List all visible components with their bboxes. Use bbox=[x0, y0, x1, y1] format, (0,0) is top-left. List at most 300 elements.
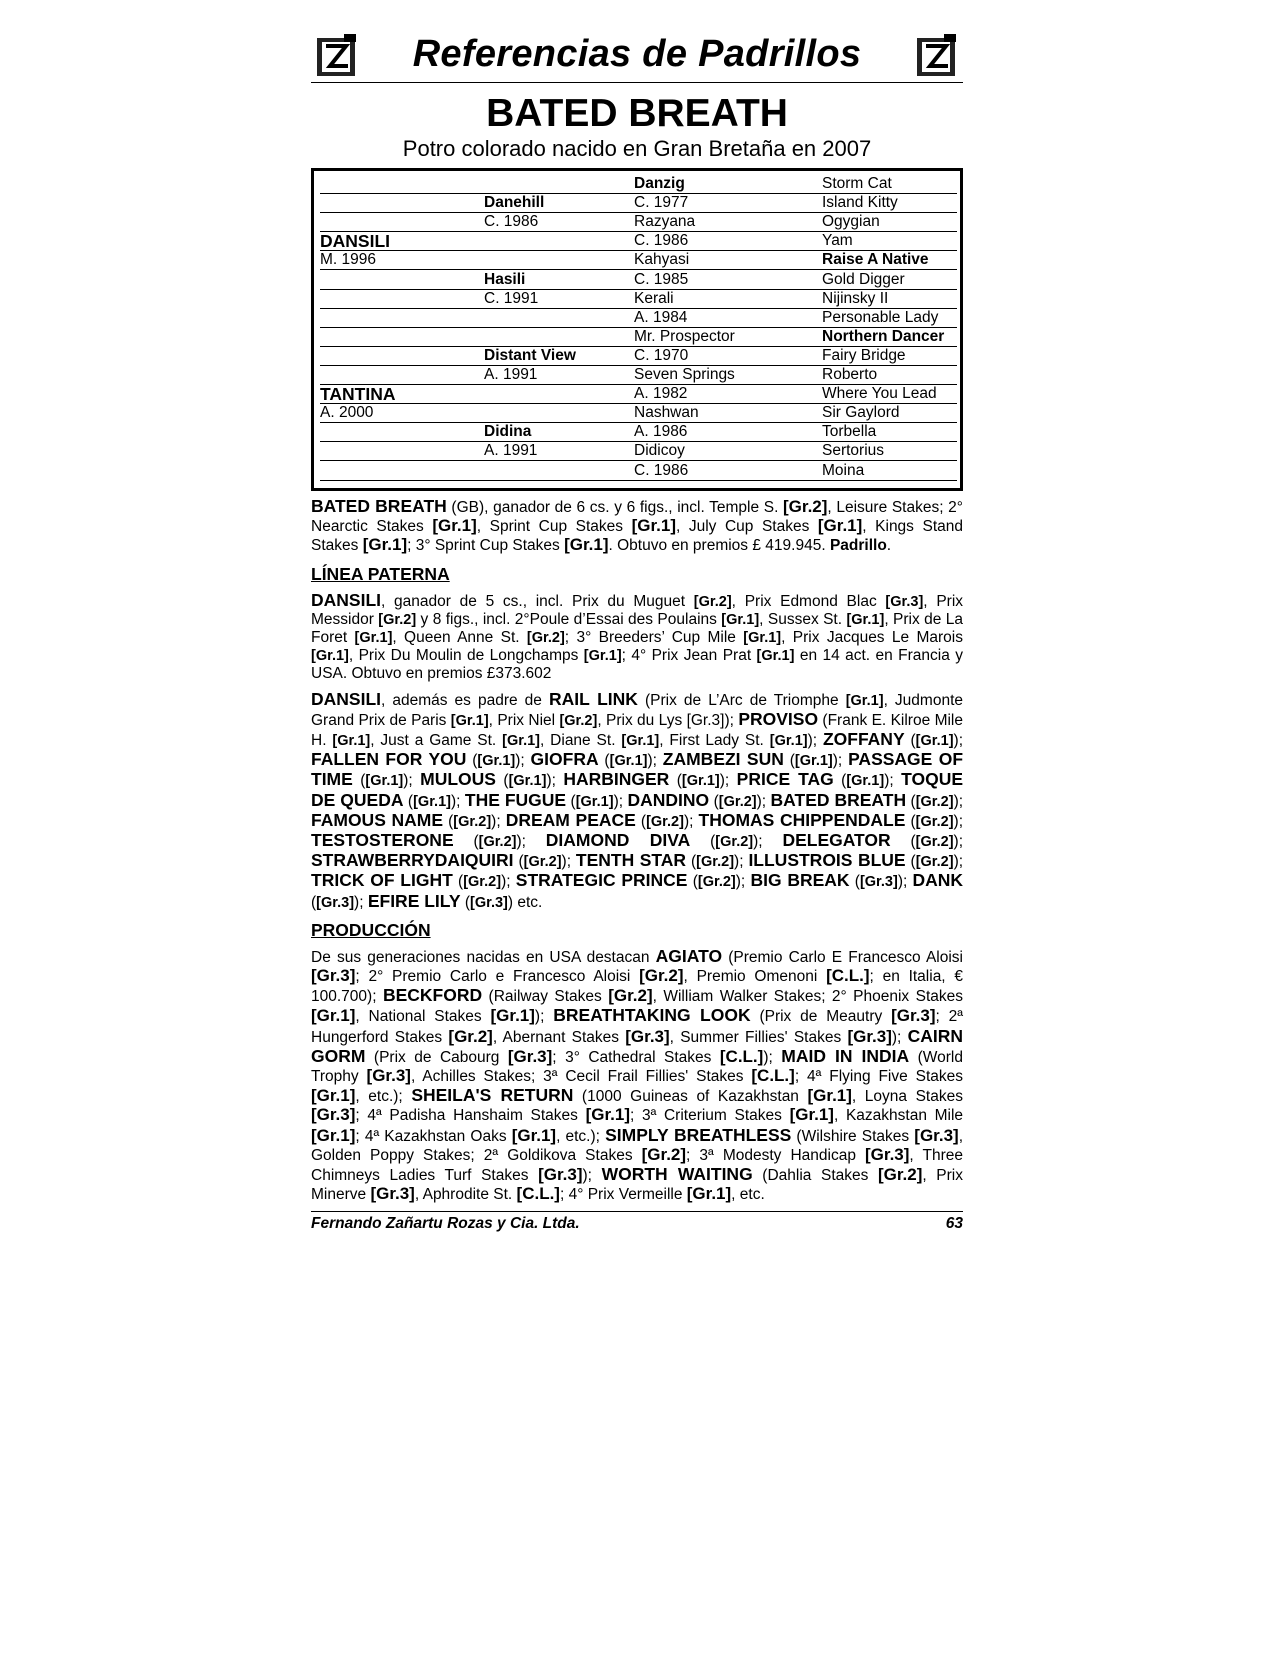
grade-label: [Gr.1] bbox=[769, 733, 808, 750]
text-run: ); bbox=[719, 772, 737, 790]
pedigree-cell: C. 1991 bbox=[484, 290, 634, 309]
grade-label: [Gr.2] bbox=[715, 834, 754, 851]
grade-label: [Gr.1] bbox=[743, 630, 782, 647]
text-run: , Kazakhstan Mile bbox=[833, 1107, 964, 1125]
text-run: , July Cup Stakes bbox=[675, 518, 818, 536]
pedigree-cell: Hasili bbox=[484, 271, 634, 290]
text-run: , además es padre de bbox=[381, 691, 549, 709]
pedigree-cell bbox=[484, 251, 634, 270]
grade-label: [Gr.2] bbox=[915, 813, 954, 830]
horse-name-ref: TRICK OF LIGHT bbox=[311, 870, 453, 891]
pedigree-cell bbox=[320, 423, 484, 442]
pedigree-table bbox=[311, 168, 963, 491]
text-run: ; 3° Sprint Cup Stakes bbox=[407, 537, 565, 555]
zr-logo-icon bbox=[914, 32, 960, 78]
text-run: (Frank E. Kilroe Mile H. bbox=[311, 711, 963, 750]
text-run: ( bbox=[352, 772, 366, 790]
text-run: (Dahlia Stakes bbox=[752, 1167, 878, 1185]
horse-name-ref: CAIRN GORM bbox=[311, 1025, 963, 1066]
grade-label: [Gr.1] bbox=[817, 516, 863, 536]
horse-name-ref: ILLUSTROIS BLUE bbox=[748, 850, 906, 871]
horse-name-ref: STRATEGIC PRINCE bbox=[515, 870, 688, 891]
horse-name: BATED BREATH bbox=[486, 92, 788, 135]
pedigree-cell: A. 1991 bbox=[484, 442, 634, 461]
pedigree-row bbox=[320, 232, 948, 251]
page-number: 63 bbox=[945, 1214, 963, 1232]
text-run: , Prix Du Moulin de Longchamps bbox=[348, 647, 584, 665]
horse-name-ref: TOQUE DE QUEDA bbox=[311, 769, 964, 810]
text-run: (GB), ganador de 6 cs. y 6 figs., incl. Temple S. bbox=[446, 499, 784, 516]
text-run: ); bbox=[515, 752, 531, 770]
text-run: , Sprint Cup Stakes bbox=[476, 518, 632, 536]
horse-name-ref: THOMAS CHIPPENDALE bbox=[698, 809, 906, 830]
text-run: , Prix de La Foret bbox=[311, 610, 963, 647]
text-run: ); bbox=[613, 792, 628, 810]
text-run: ( bbox=[513, 853, 524, 871]
text-run: ; 4ª Kazakhstan Oaks bbox=[355, 1127, 512, 1145]
pedigree-cell: M. 1996 bbox=[320, 251, 484, 270]
pedigree-cell: Fairy Bridge bbox=[822, 347, 957, 366]
text-run: , Prix Edmond Blac bbox=[731, 592, 886, 610]
pedigree-cell: Nashwan bbox=[634, 404, 822, 423]
text-run: ( bbox=[890, 833, 916, 851]
text-run: ); bbox=[546, 772, 564, 790]
grade-label: [Gr.2] bbox=[718, 793, 757, 810]
pedigree-cell: Northern Dancer bbox=[822, 328, 957, 347]
horse-name-ref: SIMPLY BREATHLESS bbox=[605, 1124, 792, 1145]
text-run: ( bbox=[833, 772, 847, 790]
text-run: (Prix de Cabourg bbox=[365, 1048, 508, 1066]
pedigree-cell: Razyana bbox=[634, 213, 822, 232]
horse-name-ref: BECKFORD bbox=[382, 985, 483, 1006]
pedigree-row bbox=[320, 213, 948, 232]
text-run: ( bbox=[598, 752, 610, 770]
pedigree-cell: Didina bbox=[484, 423, 634, 442]
text-run: ); bbox=[897, 873, 913, 891]
pedigree-row bbox=[320, 194, 948, 213]
grade-label: [Gr.3] bbox=[885, 593, 924, 610]
pedigree-cell: A. 2000 bbox=[320, 404, 484, 423]
grade-label: [Gr.2] bbox=[915, 793, 954, 810]
text-run: ( bbox=[452, 873, 464, 891]
pedigree-cell bbox=[320, 462, 484, 481]
pedigree-cell: Personable Lady bbox=[822, 309, 957, 328]
text-run: ); bbox=[953, 853, 964, 871]
text-run: ( bbox=[905, 853, 916, 871]
grade-label: [Gr.2] bbox=[639, 966, 684, 986]
horse-name-ref: DELEGATOR bbox=[782, 830, 891, 851]
grade-label: [Gr.1] bbox=[508, 773, 547, 790]
text-run: ( bbox=[783, 752, 795, 770]
text-run: , Prix Minerve bbox=[311, 1167, 963, 1204]
horse-name-ref: AGIATO bbox=[655, 945, 723, 966]
pedigree-cell: C. 1970 bbox=[634, 347, 822, 366]
pedigree-row bbox=[320, 423, 948, 442]
text-run: , Abernant Stakes bbox=[492, 1028, 626, 1046]
text-run: ); bbox=[647, 752, 663, 770]
pedigree-cell: Island Kitty bbox=[822, 194, 957, 213]
pedigree-cell: A. 1991 bbox=[484, 366, 634, 385]
pedigree-row bbox=[320, 251, 948, 270]
page bbox=[311, 30, 963, 1233]
pedigree-cell: A. 1984 bbox=[634, 309, 822, 328]
grade-label: [Gr.1] bbox=[362, 535, 408, 555]
grade-label: [C.L.] bbox=[516, 1184, 560, 1204]
horse-name-ref: PASSAGE OF TIME bbox=[311, 749, 964, 790]
text-run: ( bbox=[460, 893, 471, 911]
grade-label: [Gr.1] bbox=[413, 793, 451, 810]
text-run: ; 3° Cathedral Stakes bbox=[552, 1048, 720, 1066]
pedigree-row bbox=[320, 328, 948, 347]
text-run: ); bbox=[734, 853, 749, 871]
pedigree-cell: A. 1986 bbox=[634, 423, 822, 442]
text-run: ; 2° Premio Carlo e Francesco Aloisi bbox=[355, 968, 640, 986]
text-run: , Loyna Stakes bbox=[851, 1088, 963, 1106]
grade-label: [Gr.1] bbox=[490, 1006, 535, 1026]
text-run: ); bbox=[354, 893, 368, 911]
horse-name-ref: PRICE TAG bbox=[736, 769, 834, 790]
text-run: (Railway Stakes bbox=[482, 988, 609, 1006]
pedigree-row bbox=[320, 385, 948, 404]
horse-name-ref: TENTH STAR bbox=[575, 850, 687, 871]
text-run: , Diane St. bbox=[540, 732, 622, 750]
text-run: , Prix Messidor bbox=[311, 592, 964, 628]
bold-text: Padrillo bbox=[829, 537, 887, 555]
text-run: , Leisure Stakes; 2° Nearctic Stakes bbox=[311, 499, 963, 536]
pedigree-cell bbox=[484, 328, 634, 347]
grade-label: [Gr.1] bbox=[365, 773, 404, 790]
pedigree-row bbox=[320, 309, 948, 328]
text-run: (Prix de L’Arc de Triomphe bbox=[637, 691, 846, 709]
horse-name-ref: GIOFRA bbox=[530, 749, 599, 770]
text-run: ); bbox=[953, 833, 964, 851]
pedigree-cell: Moina bbox=[822, 462, 957, 481]
grade-label: [Gr.1] bbox=[721, 611, 760, 628]
text-run: ); bbox=[953, 812, 964, 830]
grade-label: [Gr.1] bbox=[686, 1184, 732, 1204]
horse-name-ref: DANSILI bbox=[311, 688, 381, 709]
grade-label: [Gr.3] bbox=[859, 874, 898, 891]
grade-label: [Gr.2] bbox=[453, 813, 492, 830]
grade-label: [C.L.] bbox=[719, 1046, 764, 1066]
pedigree-cell bbox=[320, 290, 484, 309]
grade-label: [Gr.2] bbox=[646, 813, 684, 830]
text-run: ); bbox=[756, 792, 771, 810]
text-run: , etc.); bbox=[355, 1088, 412, 1106]
text-run: ( bbox=[669, 772, 682, 790]
grade-label: [Gr.3] bbox=[311, 1105, 356, 1125]
text-run: . bbox=[886, 537, 892, 555]
grade-label: [Gr.3] bbox=[865, 1144, 910, 1164]
pedigree-cell: Didicoy bbox=[634, 442, 822, 461]
horse-name-ref: SHEILA'S RETURN bbox=[411, 1085, 574, 1106]
text-run: , Just a Game St. bbox=[370, 732, 503, 750]
text-run: ( bbox=[905, 812, 916, 830]
horse-name-ref: BATED BREATH bbox=[770, 789, 907, 810]
grade-label: [C.L.] bbox=[751, 1066, 795, 1086]
pedigree-cell: C. 1977 bbox=[634, 194, 822, 213]
pedigree-cell: Storm Cat bbox=[822, 175, 957, 194]
text-run: ); bbox=[491, 812, 506, 830]
sire-progeny bbox=[311, 690, 963, 912]
text-run: ; 3ª Modesty Handicap bbox=[686, 1146, 866, 1164]
pedigree-cell bbox=[320, 366, 484, 385]
pedigree-cell bbox=[484, 462, 634, 481]
grade-label: [Gr.1] bbox=[794, 753, 833, 770]
text-run: ( bbox=[709, 792, 719, 810]
text-run: ); bbox=[884, 772, 902, 790]
grade-label: [Gr.1] bbox=[311, 648, 349, 665]
text-run: , Prix Jacques Le Marois bbox=[781, 629, 963, 647]
grade-label: [Gr.1] bbox=[311, 1006, 356, 1026]
text-run: ( bbox=[403, 792, 414, 810]
text-run: , Summer Fillies' Stakes bbox=[669, 1028, 848, 1046]
horse-name-ref: FALLEN FOR YOU bbox=[311, 749, 467, 770]
grade-label: [Gr.1] bbox=[450, 712, 489, 729]
grade-label: [Gr.1] bbox=[807, 1086, 852, 1106]
grade-label: [Gr.2] bbox=[697, 874, 736, 891]
pedigree-row bbox=[320, 271, 948, 290]
text-run: (Prix de Meautry bbox=[750, 1008, 892, 1026]
grade-label: [Gr.1] bbox=[915, 733, 954, 750]
grade-label: [Gr.2] bbox=[378, 611, 417, 628]
grade-label: [Gr.3] bbox=[507, 1046, 553, 1066]
grade-label: [Gr.1] bbox=[681, 773, 720, 790]
grade-label: [Gr.3] bbox=[316, 894, 355, 911]
text-run: ( bbox=[453, 833, 479, 851]
text-run: ( bbox=[635, 812, 647, 830]
text-run: ); bbox=[953, 732, 964, 750]
text-run: , National Stakes bbox=[355, 1008, 491, 1026]
horse-name-ref: MULOUS bbox=[420, 769, 496, 790]
text-run: , Queen Anne St. bbox=[392, 629, 527, 647]
text-run: ( bbox=[904, 732, 916, 750]
text-run: , First Lady St. bbox=[659, 732, 770, 750]
grade-label: [Gr.3] bbox=[370, 1184, 415, 1204]
text-run: ); bbox=[683, 812, 699, 830]
grade-label: [Gr.3] bbox=[470, 894, 508, 911]
horse-name-ref: RAIL LINK bbox=[548, 688, 638, 709]
grade-label: [Gr.1] bbox=[846, 611, 885, 628]
text-run: ( bbox=[849, 873, 860, 891]
text-run: ); bbox=[953, 792, 964, 810]
pedigree-cell: Nijinsky II bbox=[822, 290, 957, 309]
text-run: , Aphrodite St. bbox=[414, 1186, 517, 1204]
text-run: , etc. bbox=[731, 1186, 765, 1204]
text-run: ); bbox=[891, 1028, 908, 1046]
text-run: ( bbox=[311, 893, 317, 911]
pedigree-cell bbox=[320, 175, 484, 194]
grade-label: [Gr.1] bbox=[789, 1105, 834, 1125]
horse-name-ref: ZOFFANY bbox=[822, 729, 905, 750]
grade-label: [Gr.2] bbox=[783, 497, 828, 516]
horse-name-ref: DANK bbox=[912, 870, 964, 891]
text-run: . Obtuvo en premios £ 419.945. bbox=[608, 537, 830, 555]
footer-company: Fernando Zañartu Rozas y Cia. Ltda. bbox=[311, 1214, 580, 1232]
text-run: , etc.); bbox=[556, 1127, 606, 1145]
text-run: ; 4ª Flying Five Stakes bbox=[794, 1068, 963, 1086]
horse-name-ref: TESTOSTERONE bbox=[311, 830, 454, 851]
grade-label: [Gr.1] bbox=[621, 733, 660, 750]
pedigree-cell bbox=[320, 271, 484, 290]
pedigree-cell bbox=[484, 232, 634, 251]
pedigree-cell: Ogygian bbox=[822, 213, 957, 232]
pedigree-cell: Torbella bbox=[822, 423, 957, 442]
pedigree-cell bbox=[320, 347, 484, 366]
horse-name-ref: STRAWBERRYDAIQUIRI bbox=[311, 850, 514, 871]
text-run: , Judmonte Grand Prix de Paris bbox=[311, 691, 963, 729]
pedigree-cell bbox=[320, 442, 484, 461]
grade-label: [Gr.1] bbox=[846, 773, 885, 790]
pedigree-cell: TANTINA bbox=[320, 385, 484, 404]
pedigree-cell bbox=[484, 309, 634, 328]
horse-summary bbox=[311, 497, 963, 556]
text-run: (Wilshire Stakes bbox=[791, 1127, 915, 1145]
grade-label: [Gr.1] bbox=[477, 753, 516, 770]
grade-label: [Gr.3] bbox=[625, 1026, 670, 1046]
text-run: ); bbox=[501, 873, 516, 891]
grade-label: [Gr.1] bbox=[354, 630, 393, 647]
text-run: , Prix du Lys [Gr.3]); bbox=[597, 711, 739, 729]
text-run: y 8 figs., incl. 2°Poule d’Essai des Poulains bbox=[416, 610, 722, 628]
pedigree-cell: Gold Digger bbox=[822, 271, 957, 290]
pedigree-cell: C. 1986 bbox=[634, 462, 822, 481]
pedigree-row bbox=[320, 404, 948, 423]
grade-label: [Gr.1] bbox=[575, 793, 614, 810]
text-run: ( bbox=[466, 752, 478, 770]
pedigree-cell: Mr. Prospector bbox=[634, 328, 822, 347]
text-run: ); bbox=[534, 1008, 554, 1026]
text-run: ; 3ª Criterium Stakes bbox=[629, 1107, 790, 1125]
pedigree-row bbox=[320, 366, 948, 385]
grade-label: [Gr.3] bbox=[891, 1006, 936, 1026]
text-run: ); bbox=[516, 833, 546, 851]
pedigree-cell: Distant View bbox=[484, 347, 634, 366]
pedigree-cell: C. 1986 bbox=[634, 232, 822, 251]
text-run: , Achilles Stakes; 3ª Cecil Frail Fillies' Stakes bbox=[410, 1068, 752, 1086]
horse-name-ref: DANDINO bbox=[627, 789, 710, 810]
text-run: ( bbox=[443, 812, 454, 830]
grade-label: [Gr.3] bbox=[538, 1165, 583, 1185]
horse-name-ref: BATED BREATH bbox=[311, 496, 447, 516]
production bbox=[311, 947, 963, 1205]
text-run: en 14 act. en Francia y USA. Obtuvo en premios £373.602 bbox=[311, 647, 963, 683]
pedigree-cell: Danehill bbox=[484, 194, 634, 213]
grade-label: [Gr.1] bbox=[756, 648, 795, 665]
horse-name-ref: BIG BREAK bbox=[750, 870, 850, 891]
text-run: ) etc. bbox=[507, 893, 543, 911]
text-run: ); bbox=[753, 833, 783, 851]
text-run: ( bbox=[687, 873, 698, 891]
grade-label: [Gr.1] bbox=[845, 692, 884, 709]
text-run: ; 4° Prix Vermeille bbox=[559, 1186, 687, 1204]
grade-label: [Gr.2] bbox=[693, 593, 732, 610]
grade-label: [Gr.1] bbox=[502, 733, 540, 750]
grade-label: [Gr.1] bbox=[631, 516, 676, 536]
text-run: ; 3° Breeders’ Cup Mile bbox=[564, 629, 744, 647]
text-run: ( bbox=[906, 792, 916, 810]
grade-label: [Gr.2] bbox=[915, 834, 954, 851]
text-run: , William Walker Stakes; 2° Phoenix Stakes bbox=[652, 988, 963, 1006]
pedigree-cell: Sir Gaylord bbox=[822, 404, 957, 423]
header-title: Referencias de Padrillos bbox=[412, 33, 862, 75]
pedigree-cell: Raise A Native bbox=[822, 251, 957, 270]
horse-name-ref: THE FUGUE bbox=[464, 789, 567, 810]
horse-name-ref: BREATHTAKING LOOK bbox=[553, 1005, 751, 1026]
text-run: (World Trophy bbox=[311, 1048, 963, 1086]
text-run: ( bbox=[566, 792, 576, 810]
text-run: (1000 Guineas of Kazakhstan bbox=[573, 1088, 808, 1106]
grade-label: [Gr.3] bbox=[914, 1125, 959, 1145]
grade-label: [Gr.1] bbox=[332, 733, 371, 750]
horse-name-ref: FAMOUS NAME bbox=[311, 809, 444, 830]
grade-label: [Gr.2] bbox=[523, 854, 562, 871]
horse-name-ref: EFIRE LILY bbox=[367, 890, 461, 911]
pedigree-cell: C. 1986 bbox=[484, 213, 634, 232]
grade-label: [Gr.2] bbox=[608, 986, 653, 1006]
grade-label: [Gr.2] bbox=[641, 1144, 687, 1164]
grade-label: [Gr.1] bbox=[311, 1086, 356, 1106]
horse-name-ref: PROVISO bbox=[738, 708, 819, 729]
grade-label: [Gr.3] bbox=[311, 966, 356, 986]
pedigree-row bbox=[320, 442, 948, 461]
pedigree-row bbox=[320, 290, 948, 309]
pedigree-cell bbox=[320, 309, 484, 328]
text-run: ; 4ª Padisha Hanshaim Stakes bbox=[355, 1107, 586, 1125]
sire-record bbox=[311, 591, 963, 684]
text-run: , Sussex St. bbox=[759, 610, 847, 628]
horse-name-ref: DIAMOND DIVA bbox=[545, 830, 691, 851]
pedigree-cell: Sertorius bbox=[822, 442, 957, 461]
text-run: ; 4° Prix Jean Prat bbox=[621, 647, 757, 665]
grade-label: [Gr.3] bbox=[366, 1066, 411, 1086]
pedigree-cell bbox=[484, 175, 634, 194]
pedigree-cell bbox=[320, 194, 484, 213]
grade-label: [Gr.2] bbox=[915, 854, 954, 871]
grade-label: [Gr.3] bbox=[847, 1026, 892, 1046]
horse-name-ref: ZAMBEZI SUN bbox=[662, 749, 784, 770]
grade-label: [Gr.2] bbox=[526, 630, 565, 647]
grade-label: [Gr.1] bbox=[311, 1125, 356, 1145]
footer bbox=[311, 1211, 963, 1233]
pedigree-cell: Danzig bbox=[634, 175, 822, 194]
text-run: ); bbox=[561, 853, 576, 871]
text-run: ( bbox=[690, 833, 716, 851]
text-run: ); bbox=[450, 792, 465, 810]
section-produccion: PRODUCCIÓN bbox=[311, 919, 431, 940]
pedigree-cell: Roberto bbox=[822, 366, 957, 385]
text-run: ); bbox=[763, 1048, 782, 1066]
horse-name-ref: MAID IN INDIA bbox=[781, 1045, 910, 1066]
pedigree-cell: Seven Springs bbox=[634, 366, 822, 385]
grade-label: [Gr.1] bbox=[511, 1125, 557, 1145]
grade-label: [Gr.1] bbox=[583, 648, 622, 665]
text-run: , Premio Omenoni bbox=[683, 968, 827, 986]
pedigree-cell: Kahyasi bbox=[634, 251, 822, 270]
grade-label: [Gr.1] bbox=[432, 516, 477, 536]
horse-name-ref: DREAM PEACE bbox=[505, 809, 636, 830]
pedigree-cell bbox=[320, 328, 484, 347]
grade-label: [Gr.2] bbox=[559, 712, 598, 729]
pedigree-cell: DANSILI bbox=[320, 232, 484, 251]
text-run: ; en Italia, € 100.700); bbox=[311, 968, 963, 1006]
pedigree-cell bbox=[484, 404, 634, 423]
grade-label: [Gr.2] bbox=[463, 874, 502, 891]
text-run: (Premio Carlo E Francesco Aloisi bbox=[722, 948, 963, 966]
grade-label: [Gr.2] bbox=[478, 834, 517, 851]
header bbox=[311, 30, 963, 83]
horse-name-ref: DANSILI bbox=[311, 589, 381, 610]
